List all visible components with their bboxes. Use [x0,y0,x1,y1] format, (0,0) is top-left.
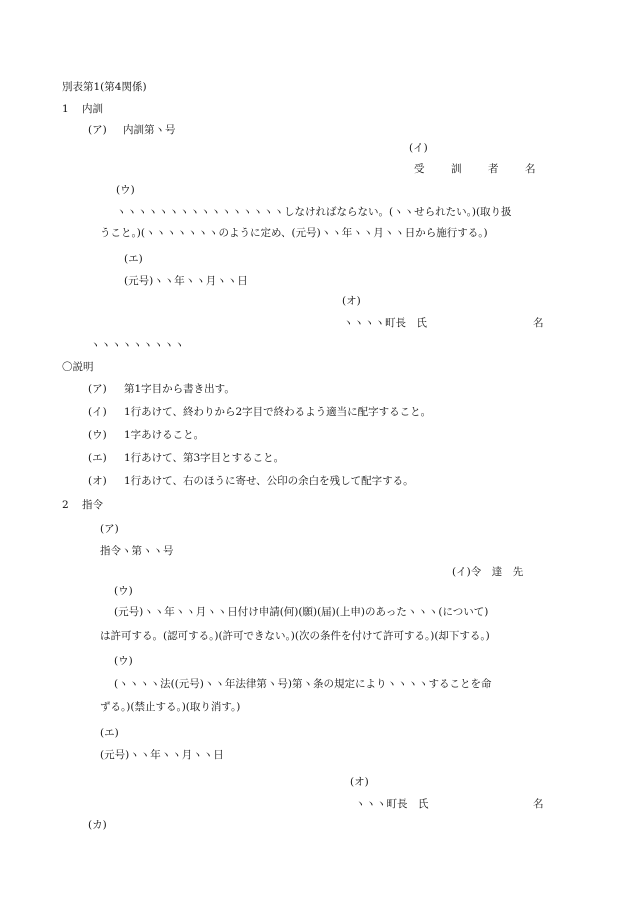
section1-mayor-title: ヽヽヽヽ町長 氏 [343,317,427,329]
section2-u1-line1: (元号)ヽヽ年ヽヽ月ヽヽ日付け申請(何)(願)(届)(上申)のあったヽヽヽ(について) [114,606,489,618]
section2-u2-label: (ウ) [114,655,133,667]
document-title: 別表第1(第4関係) [62,81,147,93]
section2-document-number: 指令ヽ第ヽヽ号 [100,545,174,557]
recipient-char: 訓 [451,163,462,175]
section2-e-label: (エ) [100,727,119,739]
section2-u1-line2: は許可する。(認可する。)(許可できない。)(次の条件を付けて許可する。)(却下する。) [100,630,490,642]
section2-heading: 指令 [82,499,103,511]
section2-a-label: (ア) [100,523,119,535]
section1-heading: 内訓 [82,103,103,115]
section2-u1-label: (ウ) [114,585,133,597]
section1-number: 1 [62,103,69,115]
recipient-char: 者 [488,163,499,175]
section1-a-label: (ア) [88,124,107,136]
explanation-label: (イ) [88,406,107,418]
explanation-label: (オ) [88,475,107,487]
explanation-label: (ア) [88,383,107,395]
explanation-label: (ウ) [88,429,107,441]
explanation-text: 第1字目から書き出す。 [124,383,235,395]
explanation-text: 1行あけて、右のほうに寄せ、公印の余白を残して配字する。 [124,475,414,487]
recipient-char: 名 [525,163,536,175]
section1-u-label: (ウ) [116,184,135,196]
section2-mayor-name-char: 名 [533,798,544,810]
section2-u2-line1: (ヽヽヽヽ法((元号)ヽヽ年法律第ヽ号)第ヽ条の規定によりヽヽヽヽすることを命 [114,678,492,690]
section1-document-number: 内訓第ヽ号 [123,124,176,136]
explanation-heading: 〇説明 [62,361,94,373]
section1-date: (元号)ヽヽ年ヽヽ月ヽヽ日 [124,275,248,287]
section1-body-line2: うこと。)(ヽヽヽヽヽヽヽのように定め、(元号)ヽヽ年ヽヽ月ヽヽ日から施行する。) [100,227,488,239]
section1-i-label: (イ) [409,142,428,154]
section2-o-label: (オ) [350,776,369,788]
explanation-label: (エ) [88,452,107,464]
section2-date: (元号)ヽヽ年ヽヽ月ヽヽ日 [100,749,224,761]
recipient-char: 受 [414,163,425,175]
section1-mayor-name-char: 名 [533,317,544,329]
section2-mayor-title: ヽヽヽ町長 氏 [355,798,429,810]
section2-number: 2 [62,499,69,511]
section2-ka-label: (カ) [88,819,107,831]
section1-e-label: (エ) [124,253,143,265]
section1-o-label: (オ) [342,295,361,307]
section1-trailing-marks: ヽヽヽヽヽヽヽヽヽ [90,339,185,351]
explanation-text: 1行あけて、第3字目とすること。 [124,452,285,464]
recipient-name-line [414,164,536,175]
explanation-text: 1字あけること。 [124,429,205,441]
section1-body-line1: ヽヽヽヽヽヽヽヽヽヽヽヽヽヽヽヽしなければならない。(ヽヽせられたい。)(取り扱 [116,206,512,218]
section2-addressee: (イ)令 達 先 [452,566,524,578]
section2-u2-line2: ずる。)(禁止する。)(取り消す。) [100,701,241,713]
explanation-text: 1行あけて、終わりから2字目で終わるよう適当に配字すること。 [124,406,432,418]
